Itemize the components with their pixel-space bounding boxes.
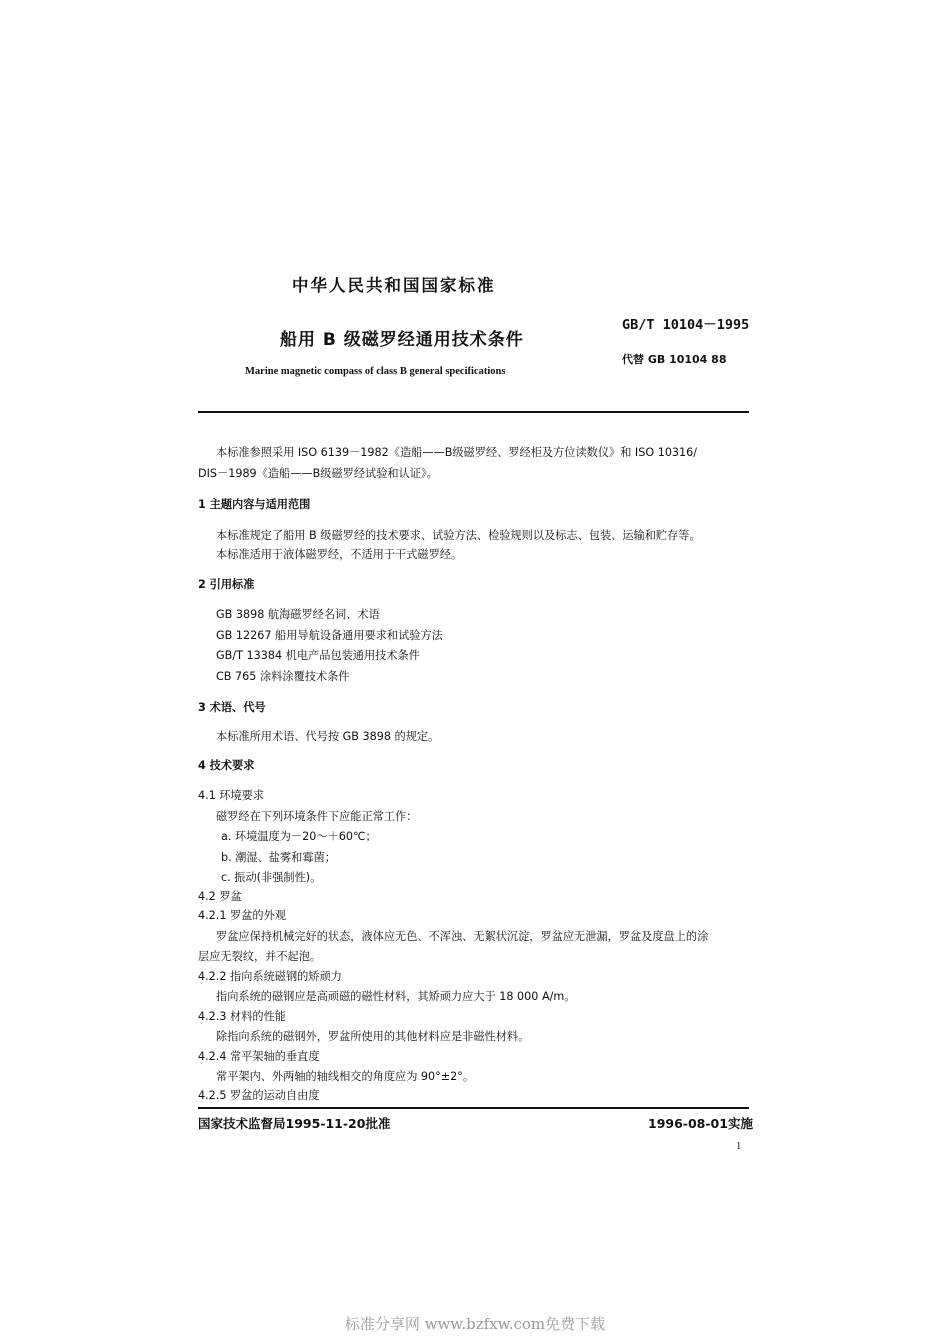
section-heading: 4 技术要求 — [198, 759, 255, 772]
paragraph: 本标准适用于液体磁罗经，不适用于干式磁罗经。 — [216, 548, 463, 561]
subsection-heading: 4.2.4 常平架轴的垂直度 — [198, 1050, 320, 1063]
footer-divider — [198, 1107, 749, 1109]
reference-item: GB/T 13384 机电产品包装通用技术条件 — [216, 649, 420, 662]
paragraph: 层应无裂纹，并不起泡。 — [198, 950, 322, 963]
intro-line: DIS－1989《造船——B级磁罗经试验和认证》。 — [198, 467, 438, 480]
reference-item: GB 12267 船用导航设备通用要求和试验方法 — [216, 629, 443, 642]
paragraph: 本标准所用术语、代号按 GB 3898 的规定。 — [216, 730, 440, 743]
reference-item: CB 765 涂料涂覆技术条件 — [216, 670, 350, 683]
header-divider — [198, 411, 749, 413]
section-heading: 1 主题内容与适用范围 — [198, 498, 311, 511]
paragraph: 罗盆应保持机械完好的状态，液体应无色、不浑浊、无絮状沉淀，罗盆应无泄漏，罗盆及度盘上的涂 — [216, 930, 709, 943]
subsection-heading: 4.1 环境要求 — [198, 789, 265, 802]
standard-title-cn: 船用 B 级磁罗经通用技术条件 — [280, 330, 524, 350]
subsection-heading: 4.2 罗盆 — [198, 890, 242, 903]
section-heading: 2 引用标准 — [198, 578, 255, 591]
subsection-heading: 4.2.1 罗盆的外观 — [198, 909, 286, 922]
paragraph: 本标准规定了船用 B 级磁罗经的技术要求、试验方法、检验规则以及标志、包装、运输和贮存等。 — [216, 529, 701, 542]
subsection-heading: 4.2.2 指向系统磁钢的矫顽力 — [198, 970, 342, 983]
paragraph: 常平架内、外两轴的轴线相交的角度应为 90°±2°。 — [216, 1070, 475, 1083]
paragraph: 除指向系统的磁钢外，罗盆所使用的其他材料应是非磁性材料。 — [216, 1030, 530, 1043]
list-item: b. 潮湿、盐雾和霉菌； — [221, 851, 336, 864]
standard-title-en: Marine magnetic compass of class B general specifications — [245, 366, 506, 377]
section-heading: 3 术语、代号 — [198, 701, 266, 714]
implementation-date: 1996-08-01实施 — [648, 1116, 753, 1131]
list-item: c. 振动(非强制性)。 — [221, 871, 322, 884]
approval-date: 国家技术监督局1995-11-20批准 — [198, 1116, 391, 1131]
subsection-heading: 4.2.3 材料的性能 — [198, 1010, 286, 1023]
issuing-authority: 中华人民共和国国家标准 — [292, 276, 496, 295]
replaces-note: 代替 GB 10104 88 — [622, 353, 727, 366]
paragraph: 指向系统的磁钢应是高顽磁的磁性材料，其矫顽力应大于 18 000 A/m。 — [216, 990, 576, 1003]
paragraph: 磁罗经在下列环境条件下应能正常工作： — [216, 810, 418, 823]
intro-line: 本标准参照采用 ISO 6139－1982《造船——B级磁罗经、罗经柜及方位读数仪》和 ISO 10316/ — [216, 446, 698, 459]
page-number: 1 — [736, 1141, 742, 1152]
site-watermark: 标准分享网 www.bzfxw.com免费下载 — [344, 1315, 606, 1333]
standard-code: GB/T 10104－1995 — [622, 317, 750, 333]
reference-item: GB 3898 航海磁罗经名词、术语 — [216, 608, 380, 621]
subsection-heading: 4.2.5 罗盆的运动自由度 — [198, 1089, 320, 1102]
list-item: a. 环境温度为－20～＋60℃； — [221, 830, 377, 843]
